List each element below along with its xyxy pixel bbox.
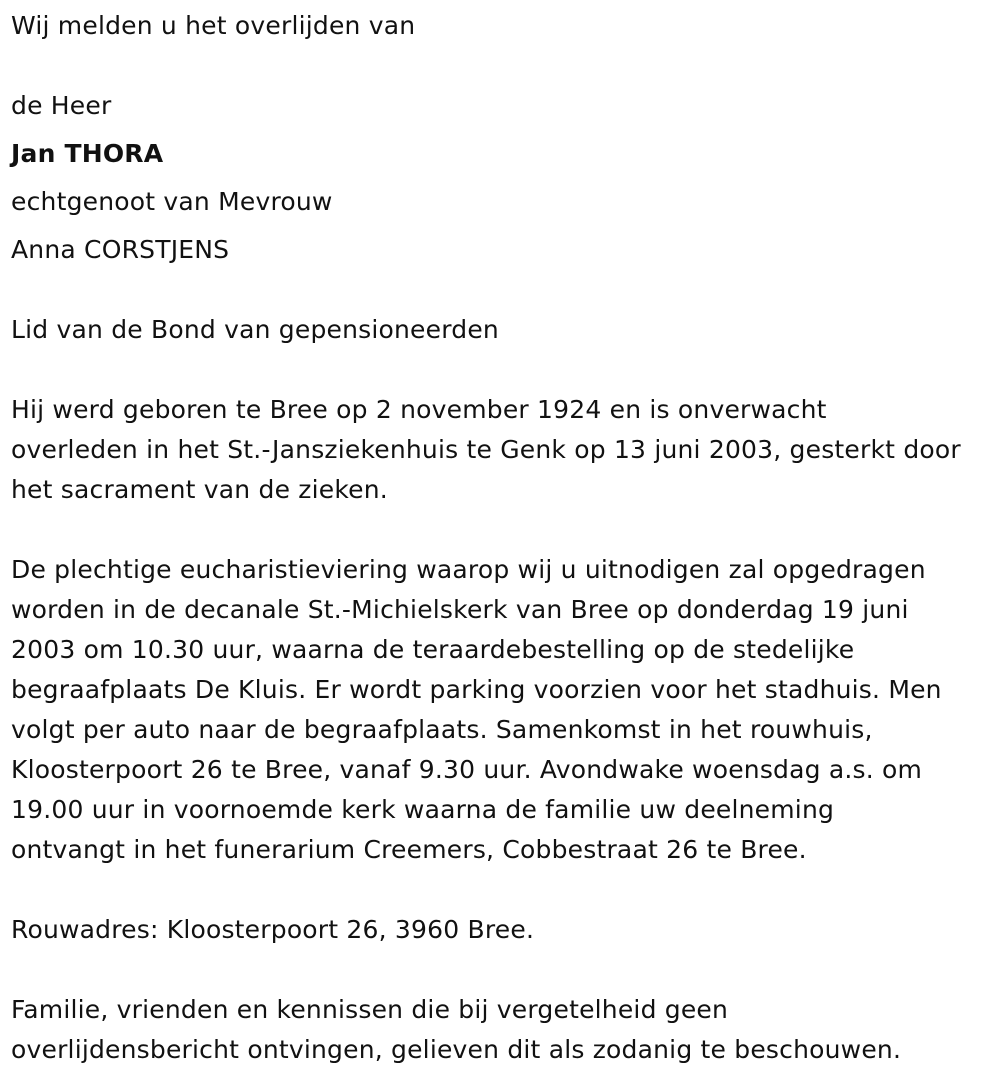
paragraph-line: Familie, vrienden en kennissen die bij vergetelheid geen [11,995,729,1024]
intro-text: Wij melden u het overlijden van [11,11,416,40]
closing-paragraph [11,990,996,1070]
paragraph-line: Kloosterpoort 26 te Bree, vanaf 9.30 uur. Avondwake woensdag a.s. om [11,755,923,784]
paragraph-line: worden in de decanale St.-Michielskerk van Bree op donderdag 19 juni [11,595,909,624]
paragraph-line: het sacrament van de zieken. [11,475,388,504]
ceremony-paragraph [11,550,996,870]
paragraph-line: ontvangt in het funerarium Creemers, Cobbestraat 26 te Bree. [11,835,807,864]
paragraph-line: begraafplaats De Kluis. Er wordt parking voorzien voor het stadhuis. Men [11,675,942,704]
paragraph-line: De plechtige eucharistieviering waarop wij u uitnodigen zal opgedragen [11,555,926,584]
paragraph-line: overleden in het St.-Jansziekenhuis te Genk op 13 juni 2003, gesterkt door [11,435,961,464]
paragraph-line: volgt per auto naar de begraafplaats. Samenkomst in het rouwhuis, [11,715,873,744]
membership-text: Lid van de Bond van gepensioneerden [11,315,499,344]
birth-death-paragraph [11,390,996,510]
paragraph-line: Hij werd geboren te Bree op 2 november 1924 en is onverwacht [11,395,827,424]
paragraph-line: 2003 om 10.30 uur, waarna de teraardebestelling op de stedelijke [11,635,855,664]
spouse-line: echtgenoot van Mevrouw [11,187,333,216]
title-text: de Heer [11,91,112,120]
address-text: Rouwadres: Kloosterpoort 26, 3960 Bree. [11,915,535,944]
paragraph-line: overlijdensbericht ontvingen, gelieven dit als zodanig te beschouwen. [11,1035,902,1064]
paragraph-line: 19.00 uur in voornoemde kerk waarna de familie uw deelneming [11,795,835,824]
spouse-name: Anna CORSTJENS [11,235,230,264]
deceased-name: Jan THORA [11,139,164,168]
